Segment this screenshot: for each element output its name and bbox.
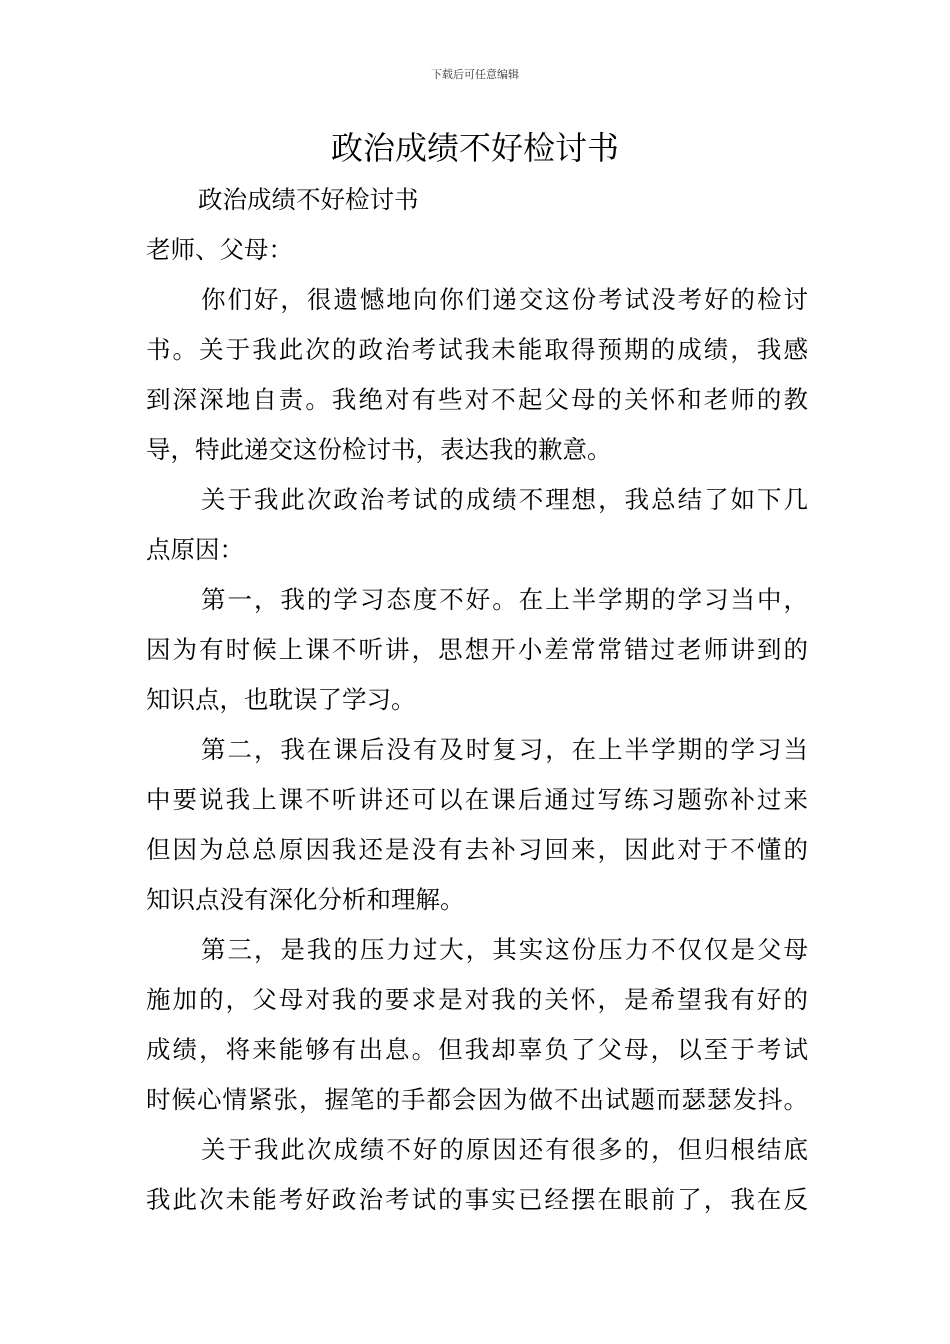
body-line: 成绩，将来能够有出息。但我却辜负了父母，以至于考试 [146, 1035, 808, 1064]
document-title: 政治成绩不好检讨书 [330, 129, 619, 167]
body-line: 你们好，很遗憾地向你们递交这份考试没考好的检讨 [201, 285, 808, 314]
body-line: 时候心情紧张，握笔的手都会因为做不出试题而瑟瑟发抖。 [146, 1085, 808, 1114]
body-line: 知识点没有深化分析和理解。 [146, 885, 465, 914]
body-line: 点原因： [146, 535, 244, 564]
body-line: 导，特此递交这份检讨书，表达我的歉意。 [146, 435, 612, 464]
body-line: 第三，是我的压力过大，其实这份压力不仅仅是父母 [201, 935, 808, 964]
header-note: 下载后可任意编辑 [431, 68, 519, 81]
salutation-line: 老师、父母： [146, 235, 293, 264]
body-line: 第二，我在课后没有及时复习，在上半学期的学习当 [201, 735, 808, 764]
body-line: 中要说我上课不听讲还可以在课后通过写练习题弥补过来 [146, 785, 808, 814]
document-body [146, 175, 808, 1225]
body-line: 到深深地自责。我绝对有些对不起父母的关怀和老师的教 [146, 385, 808, 414]
body-line: 但因为总总原因我还是没有去补习回来，因此对于不懂的 [146, 835, 808, 864]
body-line: 我此次未能考好政治考试的事实已经摆在眼前了，我在反 [146, 1185, 808, 1214]
body-line: 施加的，父母对我的要求是对我的关怀，是希望我有好的 [146, 985, 808, 1014]
body-line: 关于我此次政治考试的成绩不理想，我总结了如下几 [201, 485, 808, 514]
body-line: 因为有时候上课不听讲，思想开小差常常错过老师讲到的 [146, 635, 808, 664]
body-line: 关于我此次成绩不好的原因还有很多的，但归根结底 [201, 1135, 808, 1164]
subtitle-line: 政治成绩不好检讨书 [198, 185, 419, 214]
body-line: 知识点，也耽误了学习。 [146, 685, 416, 714]
body-line: 第一，我的学习态度不好。在上半学期的学习当中， [201, 585, 808, 614]
body-line: 书。关于我此次的政治考试我未能取得预期的成绩，我感 [146, 335, 808, 364]
